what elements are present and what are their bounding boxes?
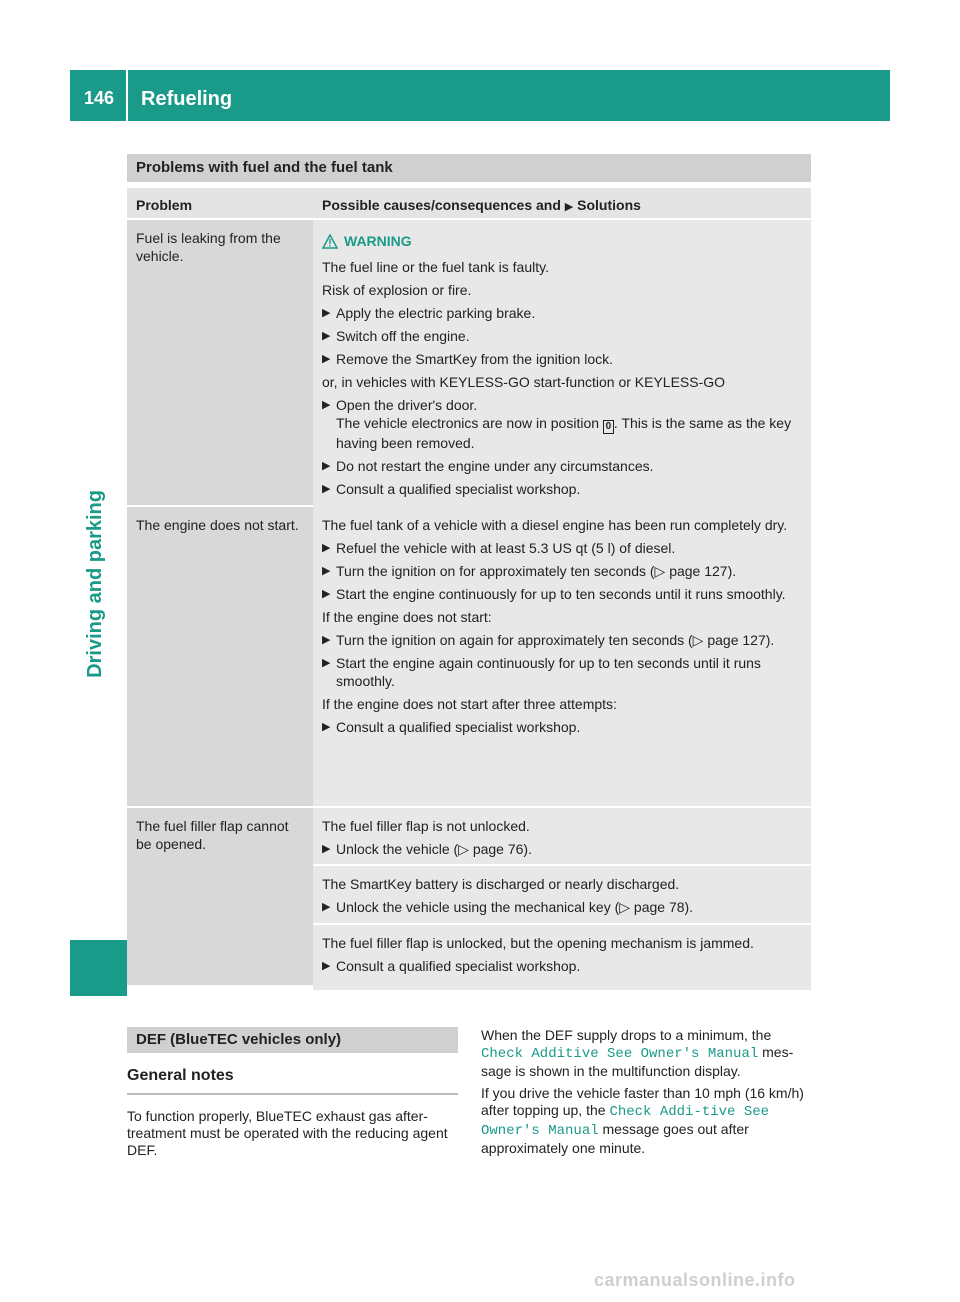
- condition-text: If the engine does not start:: [322, 609, 492, 625]
- cause-text: Risk of explosion or fire.: [322, 282, 472, 298]
- step-arrow-icon: ▶: [322, 634, 331, 646]
- header-solutions: [313, 188, 811, 218]
- step-arrow-icon: ▶: [322, 307, 331, 319]
- or-text: or, in vehicles with KEYLESS-GO start-function or KEYLESS-GO: [322, 374, 726, 390]
- sidebar-chapter-label: Driving and parking: [84, 490, 106, 678]
- cause-text: The fuel line or the fuel tank is faulty.: [322, 259, 549, 275]
- step-text: Apply the electric parking brake.: [336, 305, 536, 321]
- cause-text: The fuel tank of a vehicle with a diesel engine has been run completely dry.: [322, 517, 788, 533]
- step-item: [322, 631, 803, 649]
- step-item: [322, 457, 803, 475]
- warning-heading: [322, 232, 803, 250]
- step-text: Remove the SmartKey from the ignition lock.: [336, 351, 614, 367]
- step-text: Do not restart the engine under any circumstances.: [336, 458, 654, 474]
- step-item: [322, 562, 803, 580]
- table-title: Problems with fuel and the fuel tank: [127, 154, 811, 182]
- sidebar-thumb-tab: [70, 940, 127, 996]
- body-text: When the DEF supply drops to a minimum, the: [481, 1027, 772, 1043]
- def-title: DEF (BlueTEC vehicles only): [127, 1027, 458, 1053]
- step-text: Consult a qualified specialist workshop.: [336, 481, 581, 497]
- step-arrow-icon: ▶: [322, 901, 331, 913]
- step-text: Unlock the vehicle using the mechanical key (▷ page 78).: [336, 899, 694, 915]
- step-text: Start the engine again continuously for up to ten seconds until it runs smoothly.: [336, 655, 761, 689]
- step-item: [322, 350, 803, 368]
- table-row: [127, 507, 811, 806]
- header-solutions-suffix: Solutions: [577, 197, 641, 213]
- step-arrow-icon: ▶: [322, 843, 331, 855]
- step-open-text: Open the driver's door.: [336, 397, 478, 413]
- display-message: Check Addi-tive See Owner's Manual: [481, 1104, 770, 1139]
- solution-cell: [313, 866, 811, 923]
- solution-arrow-icon: ▶: [564, 201, 574, 213]
- step-detail-text: The vehicle electronics are now in position: [336, 415, 600, 431]
- fuel-problems-table: [127, 154, 811, 985]
- step-item: [322, 480, 803, 498]
- header-separator: [126, 70, 128, 121]
- step-arrow-icon: ▶: [322, 330, 331, 342]
- warning-label: WARNING: [344, 233, 412, 249]
- solution-cell: [313, 220, 811, 513]
- problem-cell: Fuel is leaking from the vehicle.: [127, 220, 313, 505]
- step-item: [322, 304, 803, 322]
- step-arrow-icon: ▶: [322, 483, 331, 495]
- body-text: message goes out after approximately one minute.: [481, 1121, 749, 1156]
- step-item: [322, 718, 803, 736]
- step-arrow-icon: ▶: [322, 353, 331, 365]
- step-text: Consult a qualified specialist workshop.: [336, 958, 581, 974]
- step-text: Refuel the vehicle with at least 5.3 US qt (5 l) of diesel.: [336, 540, 676, 556]
- problem-cell: The fuel filler flap cannot be opened.: [127, 808, 313, 985]
- step-text: Consult a qualified specialist workshop.: [336, 719, 581, 735]
- page-number: 146: [84, 88, 115, 108]
- condition-text: If the engine does not start after three attempts:: [322, 696, 617, 712]
- general-notes-heading: General notes: [127, 1067, 458, 1095]
- problem-cell: The engine does not start.: [127, 507, 313, 806]
- step-item: [322, 539, 803, 557]
- step-text: Unlock the vehicle (▷ page 76).: [336, 841, 532, 857]
- def-section: [127, 1027, 458, 1159]
- header-solutions-prefix: Possible causes/consequences and: [322, 197, 561, 213]
- step-arrow-icon: ▶: [322, 657, 331, 669]
- display-message: Check Additive See Owner's Manual: [481, 1046, 759, 1062]
- def-paragraph: [481, 1027, 812, 1080]
- step-text: [336, 396, 803, 452]
- solution-cell: [313, 507, 811, 806]
- step-detail-text: . This is the same as the key having been removed.: [336, 415, 792, 451]
- step-item: [322, 840, 803, 858]
- step-arrow-icon: ▶: [322, 399, 331, 411]
- def-paragraph: To function properly, BlueTEC exhaust gas after-treatment must be operated with the reducing agent DEF.: [127, 1108, 448, 1158]
- table-row: [127, 220, 811, 505]
- cause-text: The fuel filler flap is not unlocked.: [322, 818, 530, 834]
- step-text: Turn the ignition on again for approximately ten seconds (▷ page 127).: [336, 632, 775, 648]
- warning-triangle-icon: [322, 234, 338, 249]
- step-item: [322, 396, 803, 452]
- ignition-position-symbol: 0: [603, 420, 614, 434]
- def-message-text: [481, 1027, 812, 1157]
- step-text: Turn the ignition on for approximately ten seconds (▷ page 127).: [336, 563, 737, 579]
- step-item: [322, 957, 803, 975]
- step-item: [322, 327, 803, 345]
- body-text: If you drive the vehicle faster than 10 mph (16 km/h) after topping up, the: [481, 1085, 804, 1118]
- table-header: [127, 188, 811, 218]
- section-title: Refueling: [141, 88, 233, 110]
- step-item: [322, 654, 803, 690]
- step-arrow-icon: ▶: [322, 542, 331, 554]
- watermark: carmanualsonline.info: [594, 1270, 796, 1290]
- step-item: [322, 898, 803, 916]
- step-arrow-icon: ▶: [322, 721, 331, 733]
- def-paragraph: [481, 1085, 812, 1157]
- step-arrow-icon: ▶: [322, 565, 331, 577]
- step-text: Start the engine continuously for up to ten seconds until it runs smoothly.: [336, 586, 786, 602]
- table-row: [127, 808, 811, 985]
- step-arrow-icon: ▶: [322, 460, 331, 472]
- step-item: [322, 585, 803, 603]
- header-problem: Problem: [136, 197, 193, 213]
- cause-text: The fuel filler flap is unlocked, but the opening mechanism is jammed.: [322, 935, 754, 951]
- step-arrow-icon: ▶: [322, 960, 331, 972]
- body-text: mes-sage is shown in the multifunction display.: [481, 1044, 794, 1079]
- solution-cell: [313, 808, 811, 864]
- step-text: Switch off the engine.: [336, 328, 470, 344]
- solution-cell: [313, 925, 811, 990]
- step-arrow-icon: ▶: [322, 588, 331, 600]
- cause-text: The SmartKey battery is discharged or nearly discharged.: [322, 876, 680, 892]
